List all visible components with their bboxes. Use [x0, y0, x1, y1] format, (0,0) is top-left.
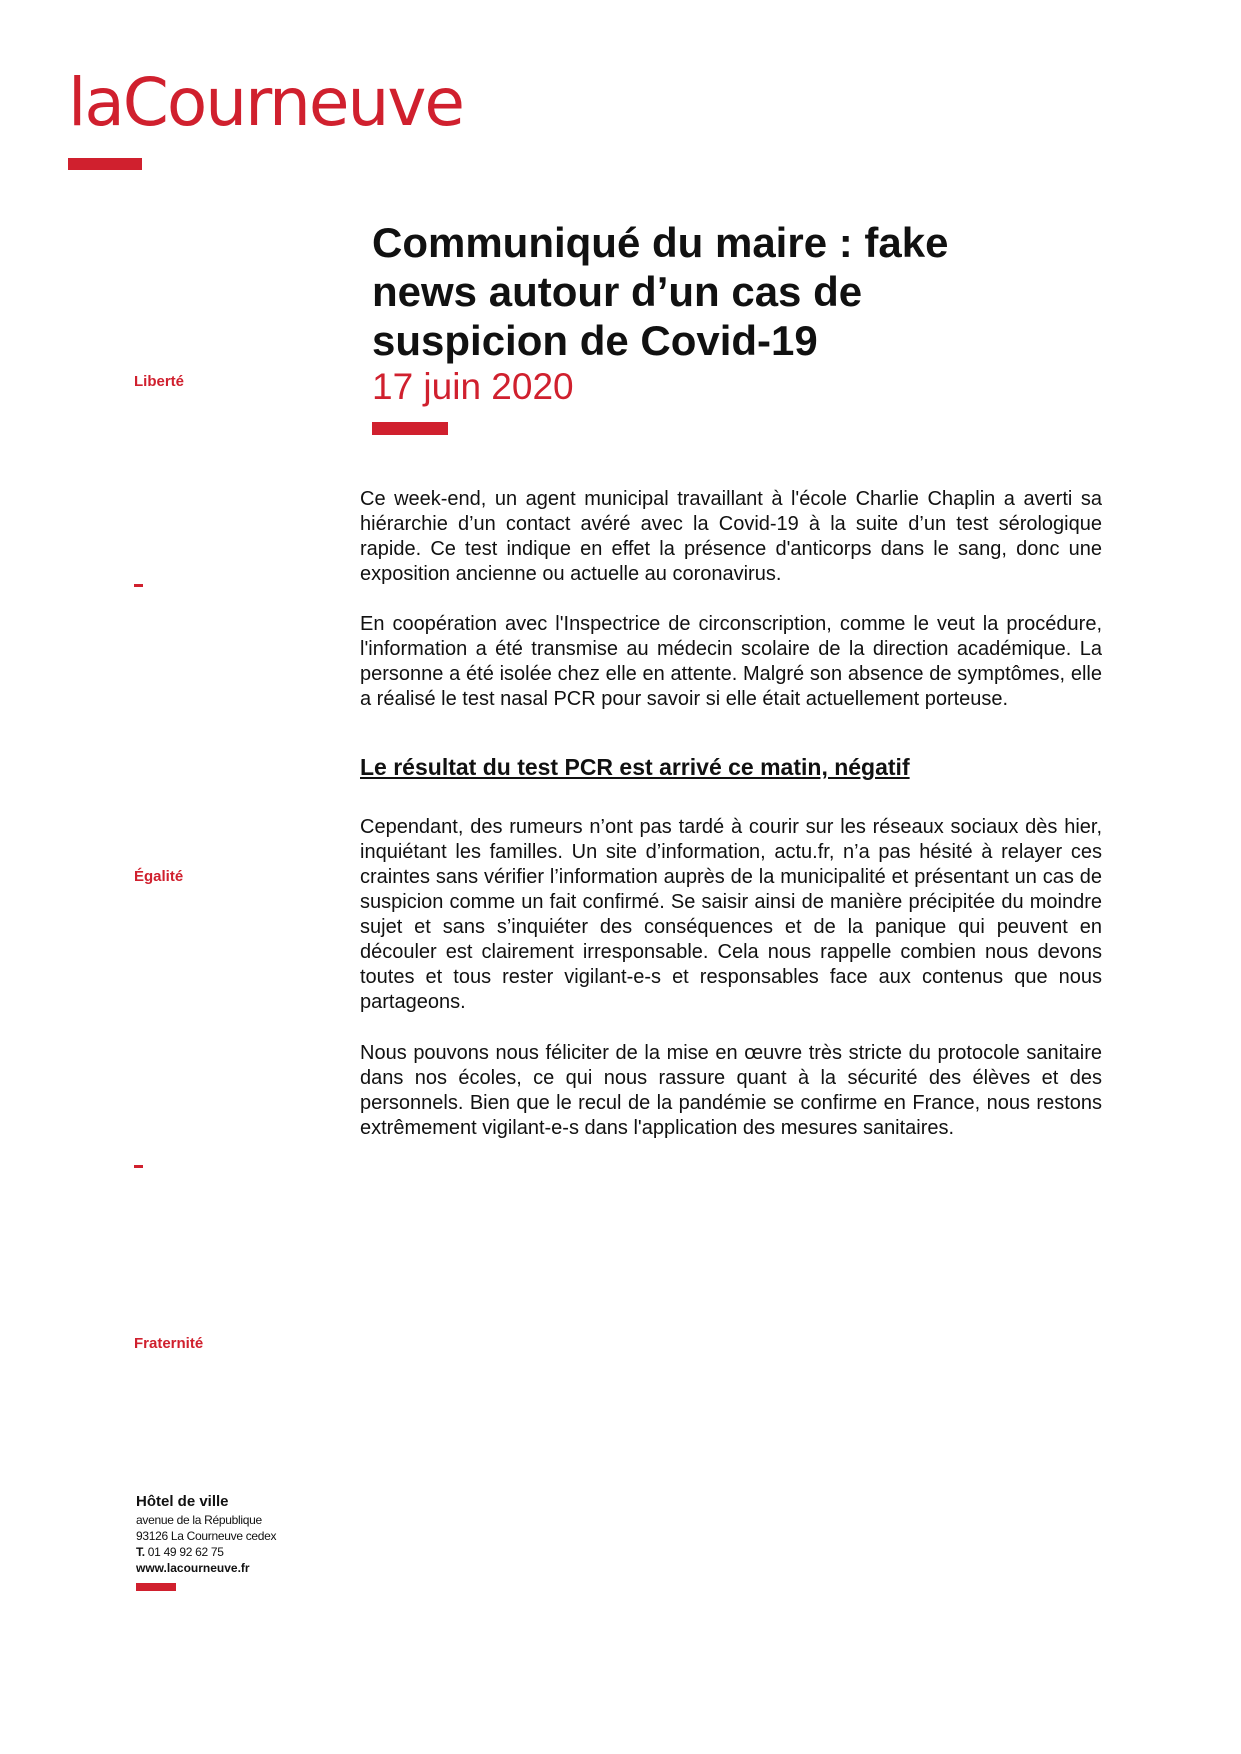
paragraph-1: Ce week-end, un agent municipal travaillant à l'école Charlie Chaplin a averti sa hiérarchie d’un contact avéré avec la Covid-19 à la suite d’un test sérologique rapide. Ce test indique en effet la présence d'anticorps dans le sang, donc une exposition ancienne ou actuelle au coronavirus. [360, 488, 1102, 585]
motto-egalite: Égalité [134, 868, 184, 885]
paragraph-2: En coopération avec l'Inspectrice de circonscription, comme le veut la procédure, l'information a été transmise au médecin scolaire de la direction académique. La personne a été isolée chez elle en attente. Malgré son absence de symptômes, elle a réalisé le test nasal PCR pour savoir si elle était actuellement porteuse. [360, 613, 1102, 710]
paragraph-4: Nous pouvons nous féliciter de la mise en œuvre très stricte du protocole sanitaire dans nos écoles, ce qui nous rassure quant à la sécurité des élèves et des personnels. Bien que le recul de la pandémie se confirme en France, nous restons extrêmement vigilant-e-s dans l'application des mesures sanitaires. [360, 1042, 1102, 1139]
footer-website[interactable]: www.lacourneuve.fr [136, 1561, 250, 1575]
footer-accent-bar [136, 1583, 176, 1591]
logo-text: laCourneuve [68, 64, 463, 141]
motto-fraternite: Fraternité [134, 1335, 204, 1352]
motto-dash-1 [134, 584, 143, 587]
motto-dash-2 [134, 1165, 143, 1168]
footer-address [136, 1492, 276, 1576]
footer-address-line-1: avenue de la République [136, 1513, 262, 1527]
motto-liberte: Liberté [134, 373, 185, 390]
footer-org: Hôtel de ville [136, 1493, 229, 1510]
footer-phone [136, 1544, 276, 1560]
logo-underline [68, 158, 142, 170]
publication-date: 17 juin 2020 [372, 366, 574, 407]
footer-phone-number: 01 49 92 62 75 [147, 1545, 224, 1559]
footer-phone-label: T. [136, 1545, 145, 1559]
subheading: Le résultat du test PCR est arrivé ce matin, négatif [360, 754, 910, 780]
footer-address-line-2: 93126 La Courneuve cedex [136, 1529, 277, 1543]
page-title: Communiqué du maire : fake news autour d’un cas de suspicion de Covid-19 [372, 219, 949, 364]
title-underline [372, 422, 448, 435]
paragraph-3: Cependant, des rumeurs n’ont pas tardé à courir sur les réseaux sociaux dès hier, inquiétant les familles. Un site d’information, actu.fr, n’a pas hésité à relayer ces craintes sans vérifier l’information auprès de la municipalité et présentant un cas de suspicion comme un fait confirmé. Se saisir ainsi de manière précipitée du moindre sujet et sans s’inquiéter des conséquences et de la panique qui peuvent en découler est clairement irresponsable. Cela nous rappelle combien nous devons toutes et tous rester vigilant-e-s et responsables face aux contenus que nous partageons. [360, 816, 1102, 1013]
